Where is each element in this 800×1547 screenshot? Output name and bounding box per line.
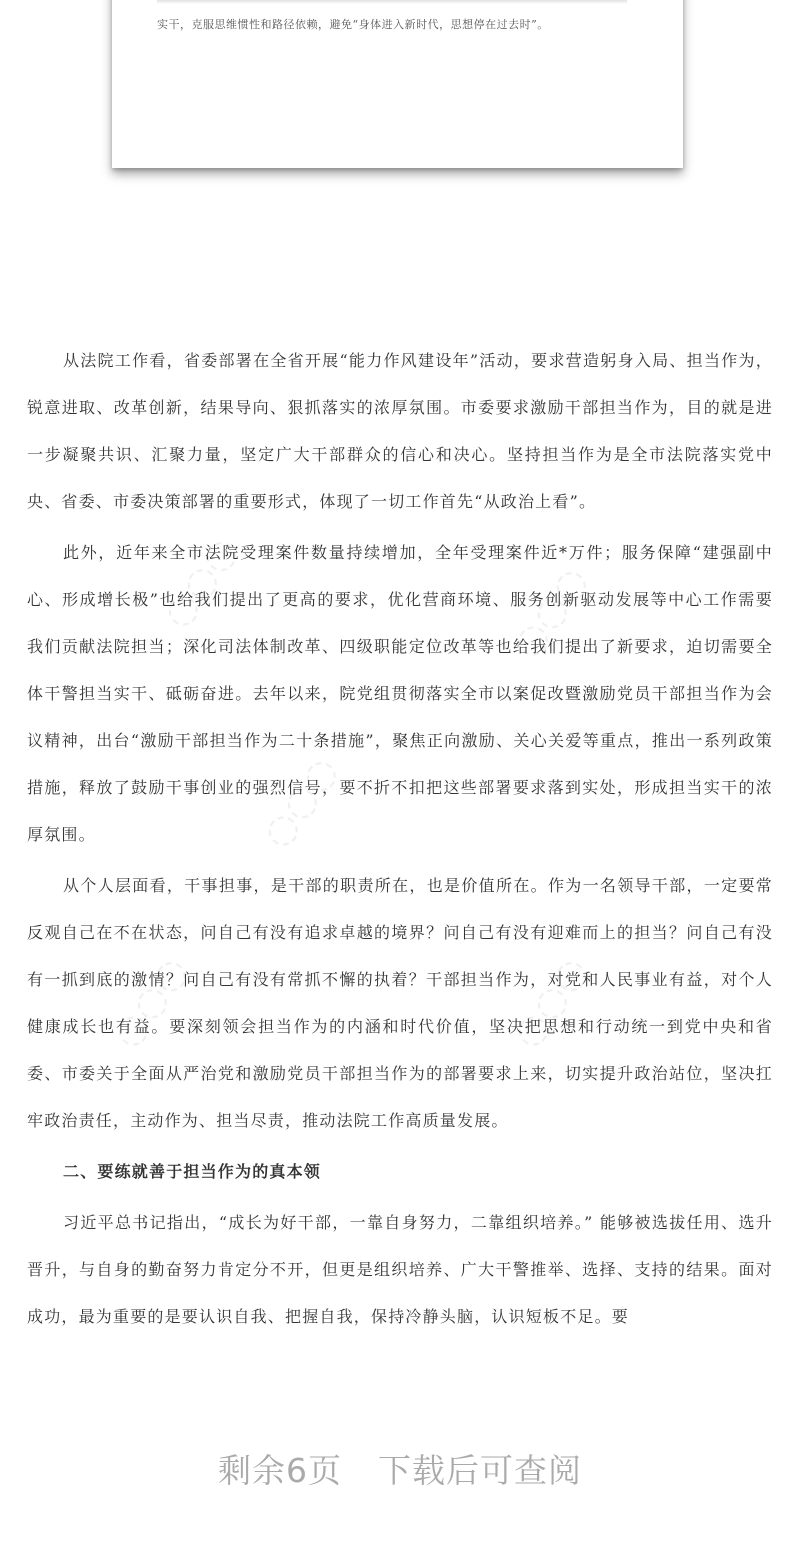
- paragraph: 此外，近年来全市法院受理案件数量持续增加，全年受理案件近*万件；服务保障“建强副中心、形成增长极”也给我们提出了更高的要求，优化营商环境、服务创新驱动发展等中心工作需要我们贡献法院担当；深化司法体制改革、四级职能定位改革等也给我们提出了新要求，迫切需要全体干警担当实干、砥砺奋进。去年以来，院党组贯彻落实全市以案促改暨激励党员干部担当作为会议精神，出台“激励干部担当作为二十条措施”，聚焦正向激励、关心关爱等重点，推出一系列政策措施，释放了鼓励干事创业的强烈信号，要不折不扣把这些部署要求落到实处，形成担当实干的浓厚氛围。: [27, 543, 773, 844]
- download-banner[interactable]: [0, 1445, 800, 1492]
- watermark: ◌◌◌: [103, 948, 197, 1056]
- paragraph: 习近平总书记指出，“成长为好干部，一靠自身努力，二靠组织培养。” 能够被选拔任用、选升晋升，与自身的勤奋努力肯定分不开，但更是组织培养、广大干警推举、选择、支持的结果。面对成功，最为重要的是要认识自我、把握自我，保持冷静头脑，认识短板不足。要: [27, 1213, 773, 1326]
- document-preview-card: [112, 0, 683, 168]
- document-body: [27, 337, 773, 1340]
- section-heading: 二、要练就善于担当作为的真本领: [63, 1162, 322, 1181]
- paragraph: 从个人层面看，干事担事，是干部的职责所在，也是价值所在。作为一名领导干部，一定要常反观自己在不在状态，问自己有没有追求卓越的境界？问自己有没有迎难而上的担当？问自己有没有一抓到底的激情？问自己有没有常抓不懈的执着？干部担当作为，对党和人民事业有益，对个人健康成长也有益。要深刻领会担当作为的内涵和时代价值，坚决把思想和行动统一到党中央和省委、市委关于全面从严治党和激励党员干部担当作为的部署要求上来，切实提升政治站位，坚决扛牢政治责任，主动作为、担当尽责，推动法院工作高质量发展。: [27, 876, 773, 1130]
- download-hint-label: 下载后可查阅: [378, 1451, 582, 1490]
- paragraph: 从法院工作看，省委部署在全省开展“能力作风建设年”活动，要求营造躬身入局、担当作为，锐意进取、改革创新，结果导向、狠抓落实的浓厚氛围。市委要求激励干部担当作为，目的就是进一步凝聚共识、汇聚力量，坚定广大干部群众的信心和决心。坚持担当作为是全市法院落实党中央、省委、市委决策部署的重要形式，体现了一切工作首先“从政治上看”。: [27, 351, 773, 511]
- watermark: ◌◌◌: [253, 748, 347, 856]
- preview-cut-text-line: [157, 0, 627, 4]
- watermark: ◌◌◌: [503, 948, 597, 1056]
- remaining-pages-label: 剩余6页: [218, 1451, 342, 1490]
- preview-snippet: 实干，克服思维惯性和路径依赖，避免“身体进入新时代，思想停在过去时”。: [157, 18, 549, 31]
- watermark: ◌◌◌: [503, 558, 597, 666]
- watermark: ◌◌◌: [153, 528, 247, 636]
